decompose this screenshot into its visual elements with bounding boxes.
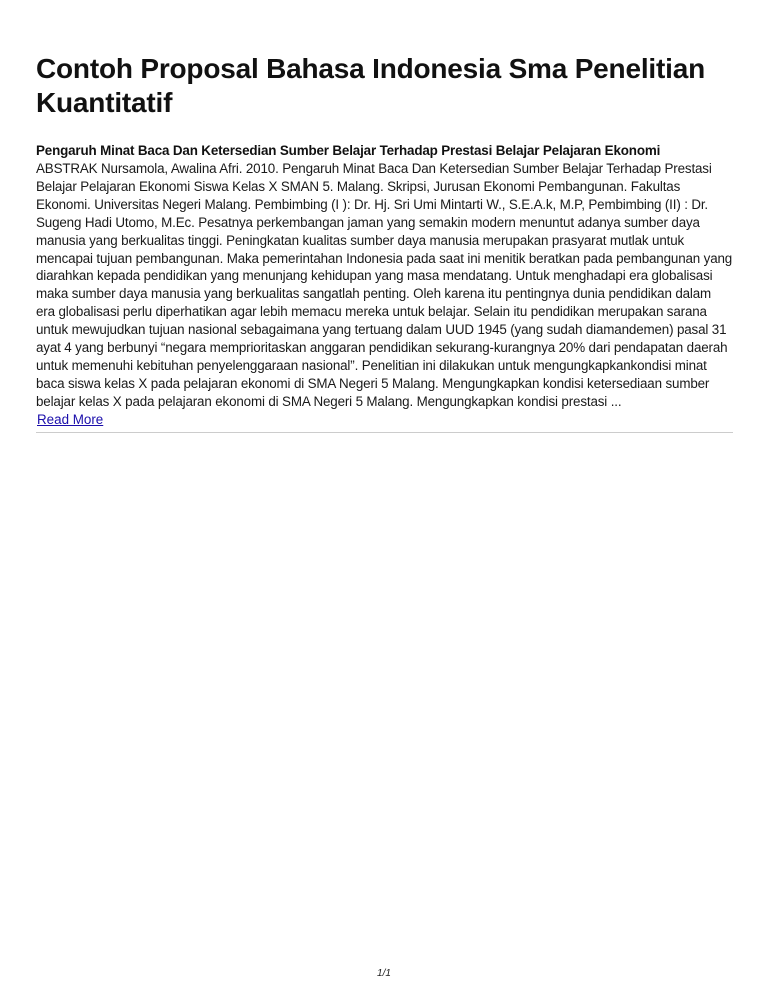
document-page <box>36 52 733 441</box>
article-divider <box>36 432 733 433</box>
read-more-link[interactable]: Read More <box>37 411 104 427</box>
article-heading: Pengaruh Minat Baca Dan Ketersedian Sumber Belajar Terhadap Prestasi Belajar Pelajaran Ekonomi <box>36 143 661 158</box>
page-number: 1/1 <box>377 968 391 979</box>
page-title: Contoh Proposal Bahasa Indonesia Sma Penelitian Kuantitatif <box>36 53 705 118</box>
article-entry <box>36 142 733 433</box>
article-abstract: ABSTRAK Nursamola, Awalina Afri. 2010. Pengaruh Minat Baca Dan Ketersedian Sumber Belajar Terhadap Prestasi Belajar Pelajaran Ekonomi Siswa Kelas X SMAN 5. Malang. Skripsi, Jurusan Ekonomi Pembangunan. Fakultas Ekonomi. Universitas Negeri Malang. Pembimbing (I ): Dr. Hj. Sri Umi Mintarti W., S.E.A.k, M.P, Pembimbing (II) : Dr. Sugeng Hadi Utomo, M.Ec. Pesatnya perkembangan jaman yang semakin modern menuntut adanya sumber daya manusia yang berkualitas tinggi. Peningkatan kualitas sumber daya manusia merupakan prasyarat mutlak untuk mencapai tujuan pembangunan. Maka pemerintahan Indonesia pada saat ini menitik beratkan pada pembangunan yang diarahkan kepada pendidikan yang menunjang kehidupan yang masa mendatang. Untuk menghadapi era globalisasi maka sumber daya manusia yang berkualitas sangatlah penting. Oleh karena itu pentingnya dunia pendidikan dalam era globalisasi perlu diperhatikan agar lebih memacu mereka untuk belajar. Selain itu pendidikan merupakan sarana untuk mewujudkan tujuan nasional sebagaimana yang tertuang dalam UUD 1945 (yang sudah diamandemen) pasal 31 ayat 4 yang berbunyi “negara memprioritaskan anggaran pendidikan sekurang-kurangnya 20% dari pendapatan daerah untuk memenuhi kebituhan penyelenggaraan nasional”. Penelitian ini dilakukan untuk mengungkapkankondisi minat baca siswa kelas X pada pelajaran ekonomi di SMA Negeri 5 Malang. Mengungkapkan kondisi ketersediaan sumber belajar kelas X pada pelajaran ekonomi di SMA Negeri 5 Malang. Mengungkapkan kondisi prestasi ... <box>36 161 733 409</box>
